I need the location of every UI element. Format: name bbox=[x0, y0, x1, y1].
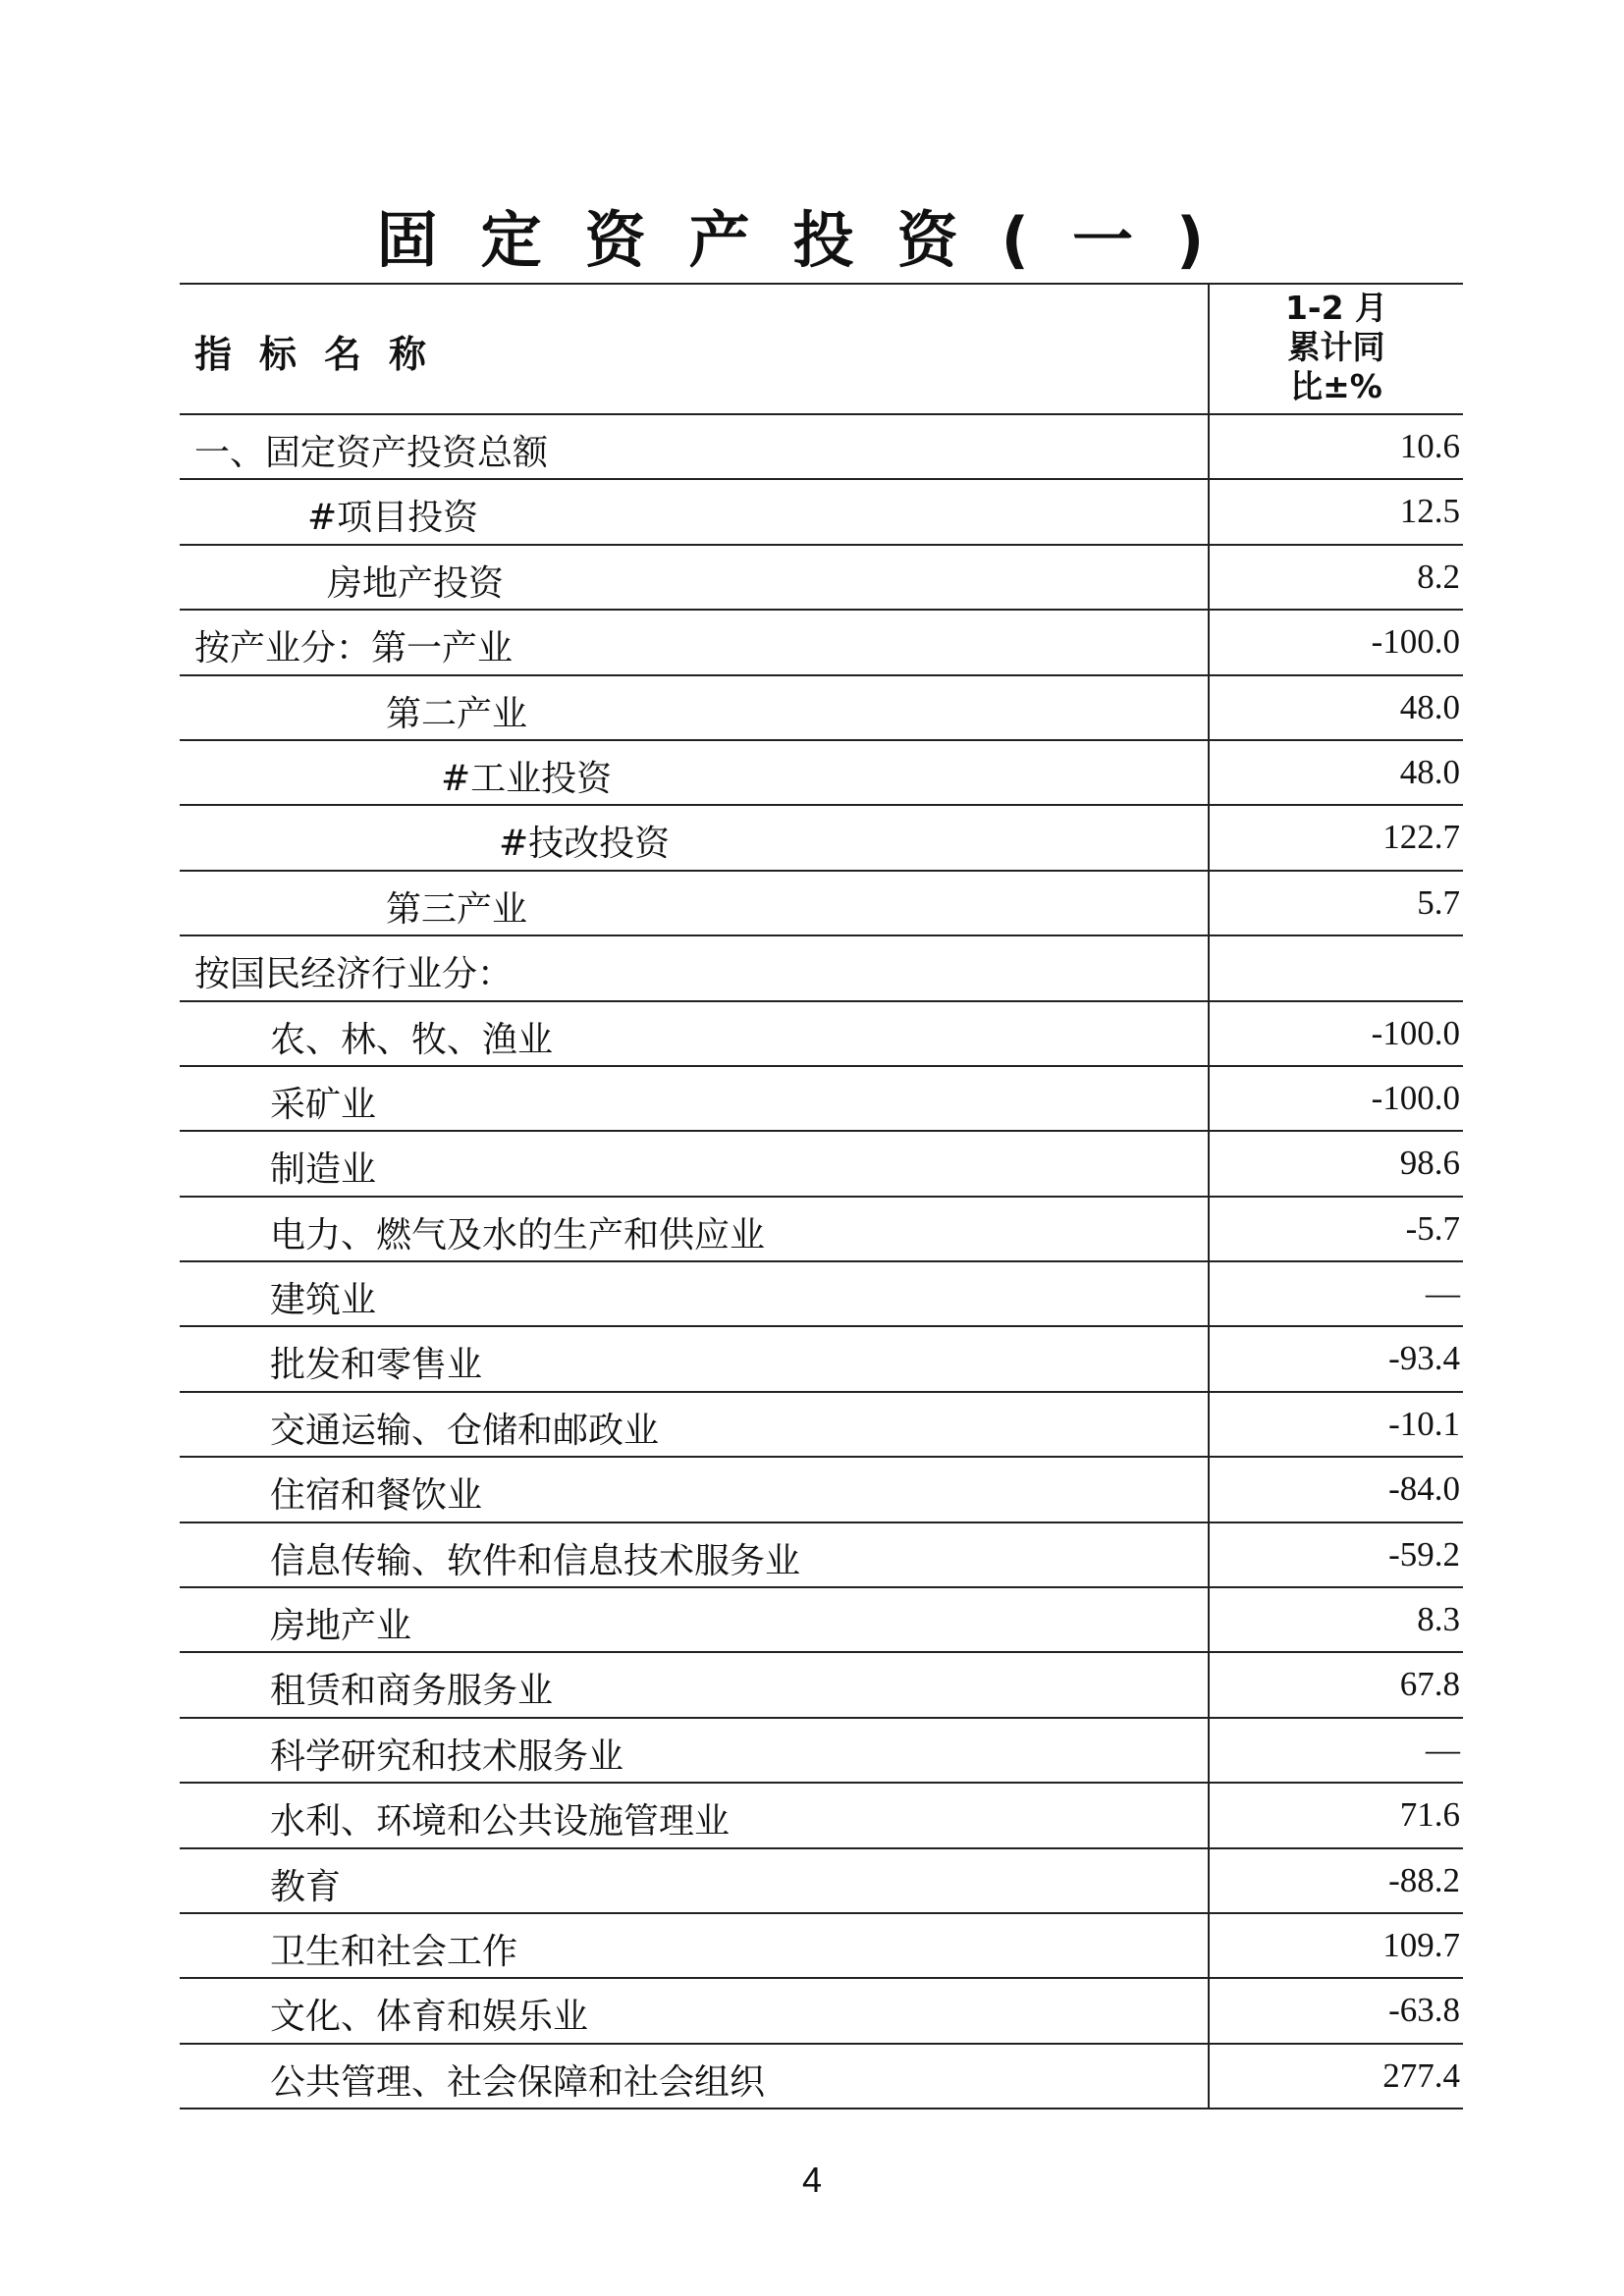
row-label: 农、林、牧、渔业 bbox=[270, 1019, 554, 1060]
row-value: — bbox=[1426, 1274, 1460, 1313]
table-row bbox=[180, 2045, 1463, 2109]
row-label: 教育 bbox=[270, 1866, 342, 1907]
header-value-column bbox=[1210, 289, 1463, 406]
row-value: -63.8 bbox=[1388, 1991, 1460, 2030]
table-row bbox=[180, 1262, 1463, 1327]
table-body bbox=[180, 415, 1463, 2109]
row-value: -100.0 bbox=[1371, 1078, 1460, 1117]
row-label: 第三产业 bbox=[386, 888, 528, 930]
row-value: 48.0 bbox=[1399, 687, 1460, 726]
row-label: 按国民经济行业分： bbox=[194, 954, 514, 995]
column-divider bbox=[1208, 1067, 1210, 1130]
column-divider bbox=[1208, 1849, 1210, 1912]
row-label: #技改投资 bbox=[499, 824, 671, 865]
column-divider bbox=[1208, 872, 1210, 934]
row-label: #项目投资 bbox=[307, 498, 479, 539]
row-value: 5.7 bbox=[1417, 882, 1460, 922]
header-line-3: 比±% bbox=[1290, 367, 1382, 405]
row-label: 采矿业 bbox=[270, 1084, 377, 1125]
page-number: 4 bbox=[801, 2160, 823, 2200]
column-divider bbox=[1208, 1198, 1210, 1260]
column-divider bbox=[1208, 546, 1210, 609]
column-divider bbox=[1208, 1784, 1210, 1846]
header-line-2: 累计同 bbox=[1287, 328, 1385, 366]
table-row bbox=[180, 1979, 1463, 2044]
column-divider bbox=[1208, 1327, 1210, 1390]
row-value: -59.2 bbox=[1388, 1534, 1460, 1574]
table-row bbox=[180, 415, 1463, 480]
column-divider bbox=[1208, 1262, 1210, 1325]
table-row bbox=[180, 1588, 1463, 1653]
row-value: 8.2 bbox=[1417, 557, 1460, 596]
table-row bbox=[180, 872, 1463, 936]
table-row bbox=[180, 741, 1463, 806]
column-divider bbox=[1208, 676, 1210, 739]
row-value: 122.7 bbox=[1382, 818, 1460, 857]
table-row bbox=[180, 1784, 1463, 1848]
page-title: 固定资产投资(一) bbox=[376, 204, 1248, 276]
row-label: 房地产投资 bbox=[327, 562, 505, 604]
column-divider bbox=[1208, 1979, 1210, 2042]
row-value: -100.0 bbox=[1371, 622, 1460, 662]
table-row bbox=[180, 936, 1463, 1001]
row-value: -88.2 bbox=[1388, 1860, 1460, 1899]
row-label: 一、固定资产投资总额 bbox=[194, 433, 549, 473]
row-label: 批发和零售业 bbox=[270, 1345, 483, 1386]
column-divider bbox=[1208, 1393, 1210, 1456]
table-header bbox=[180, 283, 1463, 415]
row-label: 建筑业 bbox=[270, 1280, 377, 1321]
row-label: 房地产业 bbox=[270, 1606, 412, 1647]
column-divider bbox=[1208, 480, 1210, 543]
table-row bbox=[180, 1719, 1463, 1784]
column-divider bbox=[1208, 1914, 1210, 1977]
column-divider bbox=[1208, 936, 1210, 999]
table-row bbox=[180, 806, 1463, 871]
table-row bbox=[180, 611, 1463, 675]
row-value: -10.1 bbox=[1388, 1404, 1460, 1443]
row-label: 租赁和商务服务业 bbox=[270, 1671, 554, 1712]
row-label: 制造业 bbox=[270, 1149, 377, 1191]
row-value: -100.0 bbox=[1371, 1013, 1460, 1052]
row-label: 水利、环境和公共设施管理业 bbox=[270, 1801, 731, 1842]
row-value: 12.5 bbox=[1399, 492, 1460, 531]
table-row bbox=[180, 1393, 1463, 1458]
row-value: 98.6 bbox=[1399, 1144, 1460, 1183]
header-line-1: 1-2 月 bbox=[1284, 289, 1388, 327]
row-label: 按产业分：第一产业 bbox=[194, 628, 514, 669]
row-value: — bbox=[1426, 1730, 1460, 1769]
table-row bbox=[180, 1458, 1463, 1522]
row-value: 10.6 bbox=[1399, 427, 1460, 465]
row-label: #工业投资 bbox=[441, 758, 613, 799]
row-value: 67.8 bbox=[1399, 1665, 1460, 1704]
row-value: -5.7 bbox=[1405, 1208, 1460, 1248]
column-divider bbox=[1208, 1588, 1210, 1651]
table-row bbox=[180, 1523, 1463, 1588]
table-row bbox=[180, 546, 1463, 611]
column-divider bbox=[1208, 1719, 1210, 1782]
column-divider bbox=[1208, 1653, 1210, 1716]
table-row bbox=[180, 480, 1463, 545]
table-row bbox=[180, 1002, 1463, 1067]
table-row bbox=[180, 1849, 1463, 1914]
column-divider bbox=[1208, 2045, 1210, 2108]
row-value: 71.6 bbox=[1399, 1795, 1460, 1835]
row-value: 277.4 bbox=[1382, 2056, 1460, 2095]
investment-table bbox=[180, 283, 1463, 2109]
row-label: 卫生和社会工作 bbox=[270, 1931, 518, 1972]
table-row bbox=[180, 676, 1463, 741]
row-value: 109.7 bbox=[1382, 1925, 1460, 1964]
row-label: 公共管理、社会保障和社会组织 bbox=[270, 2061, 766, 2103]
table-row bbox=[180, 1067, 1463, 1132]
table-row bbox=[180, 1132, 1463, 1197]
column-divider bbox=[1208, 1002, 1210, 1065]
column-divider bbox=[1208, 1132, 1210, 1195]
row-label: 信息传输、软件和信息技术服务业 bbox=[270, 1540, 801, 1581]
row-label: 科学研究和技术服务业 bbox=[270, 1735, 624, 1777]
header-indicator-name: 指标名称 bbox=[194, 333, 455, 376]
column-divider bbox=[1208, 806, 1210, 869]
table-row bbox=[180, 1198, 1463, 1262]
row-label: 文化、体育和娱乐业 bbox=[270, 1997, 589, 2038]
row-label: 住宿和餐饮业 bbox=[270, 1475, 483, 1517]
column-divider bbox=[1208, 611, 1210, 673]
row-value: 8.3 bbox=[1417, 1600, 1460, 1639]
row-value: 48.0 bbox=[1399, 752, 1460, 791]
table-row bbox=[180, 1327, 1463, 1392]
row-value: -84.0 bbox=[1388, 1469, 1460, 1509]
column-divider bbox=[1208, 741, 1210, 804]
row-label: 第二产业 bbox=[386, 693, 528, 734]
row-label: 电力、燃气及水的生产和供应业 bbox=[270, 1214, 766, 1255]
table-row bbox=[180, 1914, 1463, 1979]
column-divider bbox=[1208, 1458, 1210, 1521]
row-label: 交通运输、仓储和邮政业 bbox=[270, 1410, 660, 1451]
table-row bbox=[180, 1653, 1463, 1718]
column-divider bbox=[1208, 415, 1210, 478]
column-divider bbox=[1208, 1523, 1210, 1586]
row-value: -93.4 bbox=[1388, 1339, 1460, 1378]
